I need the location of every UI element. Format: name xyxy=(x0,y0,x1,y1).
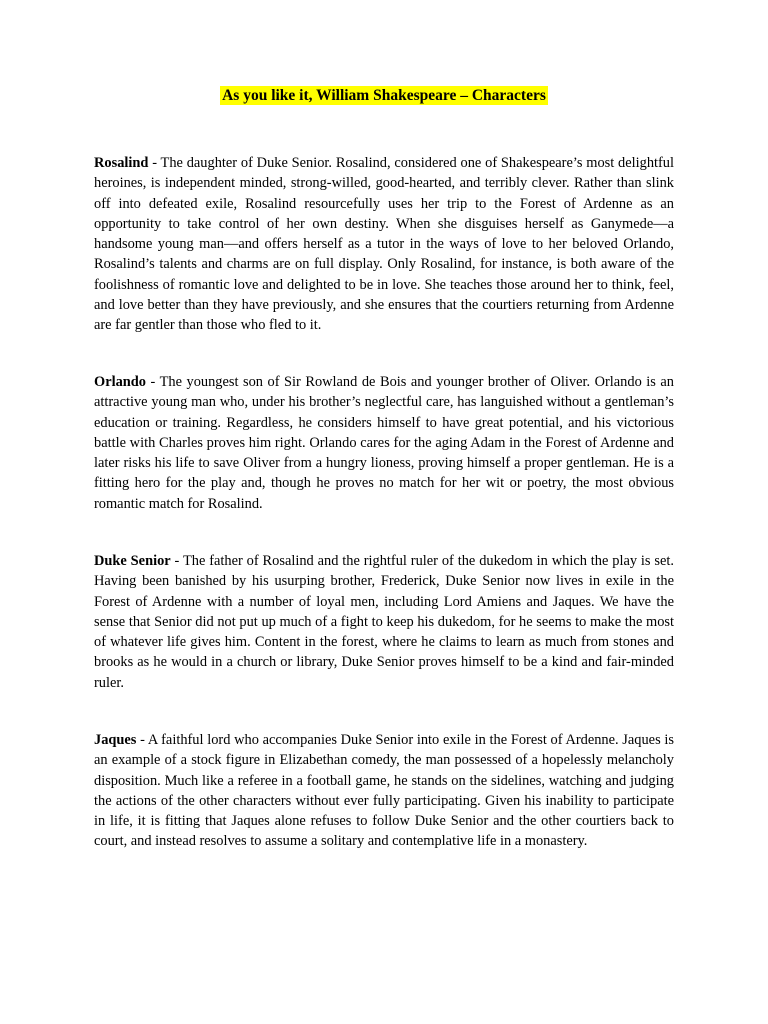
character-description: The youngest son of Sir Rowland de Bois and younger brother of Oliver. Orlando is an attractive young man who, under his brother’s neglectful care, has languished without a gentleman’s education or training. Regardless, he considers himself to have great potential, and his victorious battle with Charles proves him right. Orlando cares for the aging Adam in the Forest of Ardenne and later risks his life to save Oliver from a hungry lioness, proving himself a proper gentleman. He is a fitting hero for the play and, though he proves no match for her wit or poetry, the most obvious romantic match for Rosalind. xyxy=(94,374,675,512)
character-paragraph xyxy=(94,551,674,693)
character-name: Duke Senior xyxy=(94,553,171,569)
character-description: The daughter of Duke Senior. Rosalind, considered one of Shakespeare’s most delightful heroines, is independent minded, strong-willed, good-hearted, and terribly clever. Rather than slink off into defeated exile, Rosalind resourcefully uses her trip to the Forest of Ardenne as an opportunity to take control of her own destiny. When she disguises herself as Ganymede—a handsome young man—and offers herself as a tutor in the ways of love to her beloved Orlando, Rosalind’s talents and charms are on full display. Only Rosalind, for instance, is both aware of the foolishness of romantic love and delighted to be in love. She teaches those around her to think, feel, and love better than they have previously, and she ensures that the courtiers returning from Ardenne are far gentler than those who fled to it. xyxy=(94,155,674,334)
character-section-orlando xyxy=(94,372,674,514)
name-separator: - xyxy=(136,732,148,748)
character-name: Orlando xyxy=(94,374,146,390)
character-section-duke-senior xyxy=(94,551,674,693)
character-paragraph xyxy=(94,730,674,852)
title-container xyxy=(0,86,768,106)
character-name: Jaques xyxy=(94,732,137,748)
name-separator: - xyxy=(170,553,183,569)
character-section-rosalind xyxy=(94,153,674,336)
name-separator: - xyxy=(145,374,160,390)
character-description: The father of Rosalind and the rightful ruler of the dukedom in which the play is set. Having been banished by his usurping brother, Frederick, Duke Senior now lives in exile in the Forest of Ardenne with a number of loyal men, including Lord Amiens and Jaques. We have the sense that Senior did not put up much of a fight to keep his dukedom, for he seems to make the most of whatever life gives him. Content in the forest, where he claims to learn as much from stones and brooks as he would in a church or library, Duke Senior proves himself to be a kind and fair-minded ruler. xyxy=(94,553,674,691)
character-name: Rosalind xyxy=(94,155,149,171)
character-description: A faithful lord who accompanies Duke Senior into exile in the Forest of Ardenne. Jaques is an example of a stock figure in Elizabethan comedy, the man possessed of a hopelessly melancholy disposition. Much like a referee in a football game, he stands on the sidelines, watching and judging the actions of the other characters without ever fully participating. Given his inability to participate in life, it is fitting that Jaques alone refuses to follow Duke Senior and the other courtiers back to court, and instead resolves to assume a solitary and contemplative life in a monastery. xyxy=(94,732,674,850)
character-section-jaques xyxy=(94,730,674,852)
character-paragraph xyxy=(94,153,674,336)
name-separator: - xyxy=(148,155,161,171)
document-title: As you like it, William Shakespeare – Characters xyxy=(222,87,546,104)
character-paragraph xyxy=(94,372,674,514)
